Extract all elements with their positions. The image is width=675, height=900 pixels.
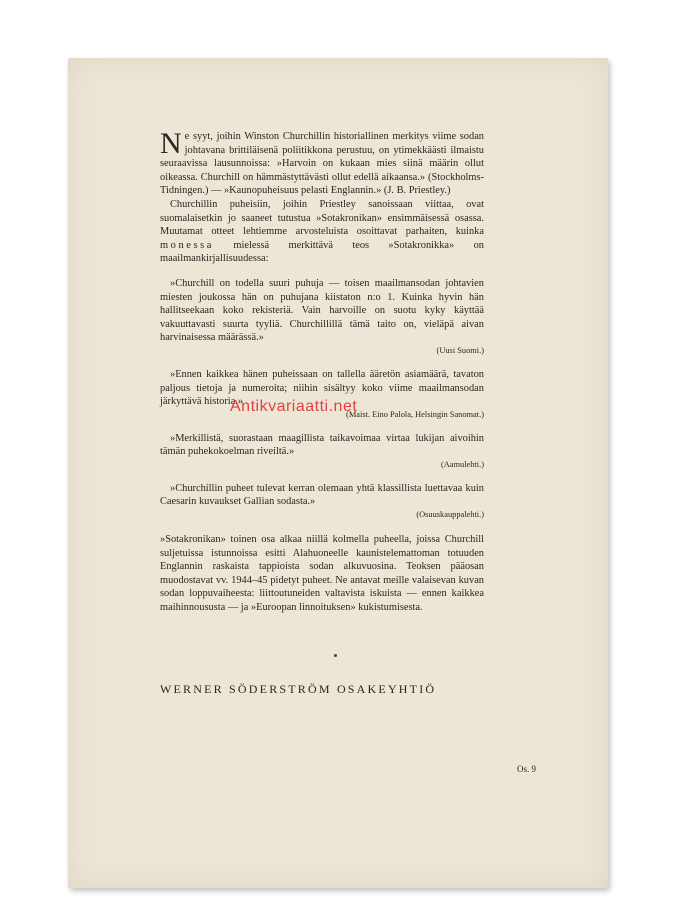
quote-source: (Aamulehti.) <box>440 459 484 469</box>
publisher-name: WERNER SÖDERSTRÖM OSAKEYHTIÖ <box>160 682 437 696</box>
quote-text: »Ennen kaikkea hänen puheissaan on tallella ääretön asiamäärä, tavaton paljous tietoja ja numeroita; niihin sisältyy koko viime maailmansodan järkyttävä historia.» <box>160 368 484 408</box>
quote-text: »Churchill on todella suuri puhuja — toisen maailmansodan johtavien miesten joukossa hän on puhujana kiistaton n:o 1. Kuinka hyvin hän hallitseekaan koko rekisteriä. Vain harvoille on suotu kyky käyttää vakuuttavasti suurta tyyliä. Churchillillä tämä taito on, vieläpä aivan harvinaisessa määrässä.» <box>160 277 484 344</box>
quote-osuuskauppalehti <box>160 482 484 521</box>
quote-text: »Merkillistä, suorastaan maagillista taikavoimaa virtaa lukijan aivoihin tämän puhekokoelman riveiltä.» <box>160 432 484 458</box>
quote-uusi-suomi <box>160 277 484 357</box>
para2-spaced-word: monessa <box>160 239 214 251</box>
quote-aamulehti <box>160 432 484 471</box>
quote-source: (Osuuskauppalehti.) <box>416 510 484 520</box>
quote-source: (Maist. Eino Palola, Helsingin Sanomat.) <box>346 409 484 419</box>
quote-source: (Uusi Suomi.) <box>436 345 484 355</box>
blurb-text <box>160 127 484 615</box>
drop-cap: N <box>160 127 182 160</box>
second-paragraph <box>160 198 484 266</box>
edition-code: Os. 9 <box>517 764 537 774</box>
quote-text: »Churchillin puheet tulevat kerran olemaan yhtä klassillista luettavaa kuin Caesarin kuvaukset Gallian sodasta.» <box>160 482 484 508</box>
intro-text: e syyt, joihin Winston Churchillin historiallinen merkitys viime sodan johtavana brittiläisenä poliitikkona perustuu, on ytimekkäästi ilmaistu seuraavissa lausunnoissa: »Harvoin on kukaan mies siinä määrin ollut oikeassa. Churchill on hämmästyttävästi ollut edellä aikaansa.» (Stockholms-Tidningen.) — »Kaunopuheisuus pelasti Englannin.» (J. B. Priestley.) <box>160 131 484 197</box>
intro-paragraph <box>160 127 484 198</box>
seller-watermark: Antikvariaatti.net <box>230 398 358 415</box>
separator-dot <box>334 654 337 657</box>
para2-after: mielessä merkittävä teos »Sotakronikka» on maailmankirjallisuudessa: <box>160 239 484 265</box>
para2-before: Churchillin puheisiin, joihin Priestley sanoissaan viittaa, ovat suomalaisetkin jo saaneet tutustua »Sotakronikan» ensimmäisessä osassa. Muutamat otteet lehtiemme arvosteluista osoittavat parhaiten, kuinka <box>160 198 484 238</box>
closing-paragraph: »Sotakronikan» toinen osa alkaa niillä kolmella puheella, joissa Churchill suljetuissa istunnoissa esitti Alahuoneelle kaunistelemattoman totuuden Englannin raskaista tappioista sodan alkuvuosina. Teoksen pääosan muodostavat vv. 1944–45 pidetyt puheet. Ne antavat meille valaisevan kuvan sodan loppuvaiheesta: liittoutuneiden valtavista iskuista — ennen kaikkea maihinnoususta — ja »Euroopan linnoituksen» kukistumisesta. <box>160 534 484 614</box>
